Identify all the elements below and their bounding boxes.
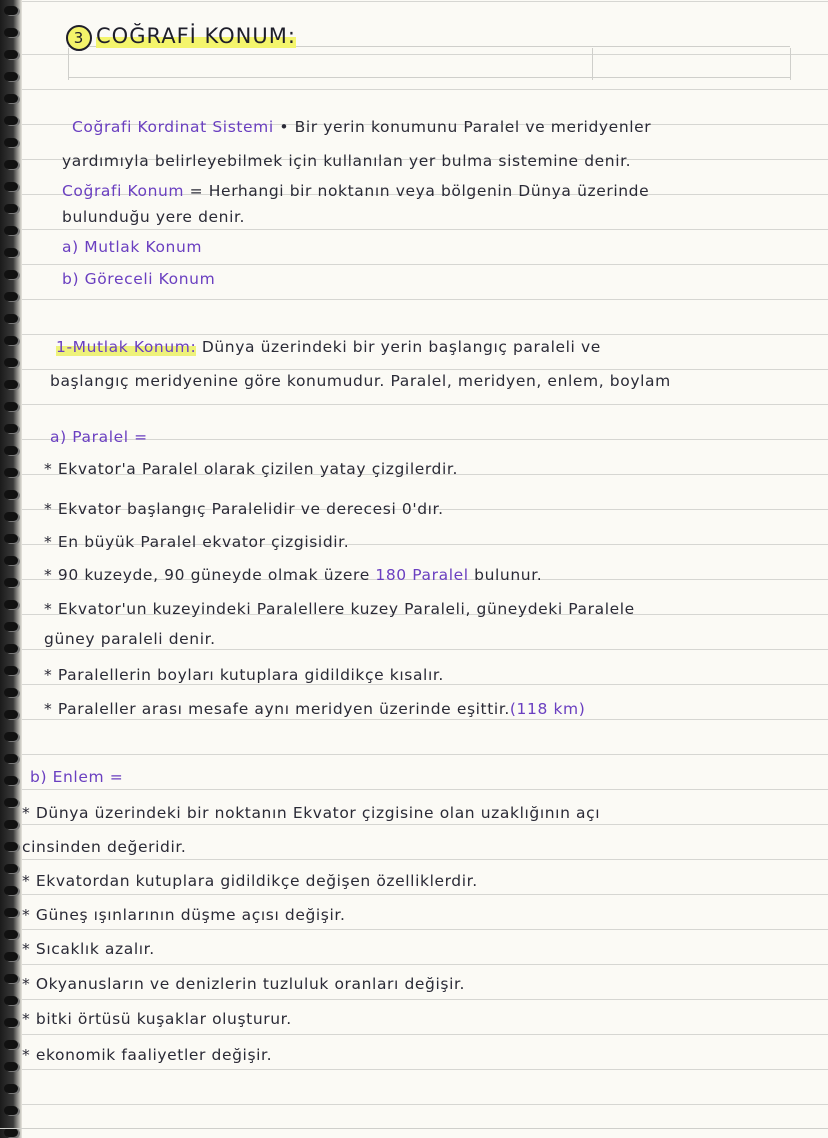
spiral-hole xyxy=(4,182,18,191)
spiral-hole xyxy=(4,226,18,235)
note-line xyxy=(44,500,444,518)
line-text: * Sıcaklık azalır. xyxy=(22,940,155,958)
spiral-hole xyxy=(4,644,18,653)
note-line xyxy=(62,238,202,256)
header-divider xyxy=(592,48,593,80)
line-term: 1-Mutlak Konum: xyxy=(56,338,197,356)
note-line xyxy=(44,566,542,584)
line-term: a) Mutlak Konum xyxy=(62,238,203,256)
page-title xyxy=(66,24,296,51)
spiral-hole xyxy=(4,358,18,367)
note-line xyxy=(44,700,585,718)
spiral-hole xyxy=(4,1018,18,1027)
line-sep: = xyxy=(184,182,209,200)
note-line xyxy=(44,533,349,551)
note-line xyxy=(50,428,148,446)
note-line xyxy=(44,600,635,618)
line-text: güney paraleli denir. xyxy=(44,630,216,648)
margin-rule xyxy=(68,48,69,80)
spiral-hole xyxy=(4,908,18,917)
spiral-hole xyxy=(4,424,18,433)
spiral-hole xyxy=(4,886,18,895)
spiral-hole xyxy=(4,776,18,785)
spiral-hole xyxy=(4,270,18,279)
spiral-hole xyxy=(4,336,18,345)
spiral-hole xyxy=(4,754,18,763)
line-text: Bir yerin konumunu Paralel ve meridyenler xyxy=(294,118,652,136)
note-line xyxy=(22,906,345,924)
line-text: * Ekvatordan kutuplara gidildikçe değişen özelliklerdir. xyxy=(22,872,478,890)
line-accent: 180 Paralel xyxy=(375,566,469,584)
line-text: * Ekvator'un kuzeyindeki Paralellere kuzey Paraleli, güneydeki Paralele xyxy=(44,600,635,618)
note-line xyxy=(62,208,245,226)
spiral-hole xyxy=(4,732,18,741)
note-line xyxy=(22,1010,292,1028)
note-line xyxy=(44,630,216,648)
line-text: * Okyanusların ve denizlerin tuzluluk oranları değişir. xyxy=(22,975,466,993)
note-line xyxy=(62,270,215,288)
line-text: * En büyük Paralel ekvator çizgisidir. xyxy=(44,533,350,551)
spiral-hole xyxy=(4,72,18,81)
line-text: * Güneş ışınlarının düşme açısı değişir. xyxy=(22,906,346,924)
spiral-hole xyxy=(4,138,18,147)
line-text: * 90 kuzeyde, 90 güneyde olmak üzere xyxy=(44,566,376,584)
spiral-hole xyxy=(4,116,18,125)
spiral-hole xyxy=(4,556,18,565)
spiral-hole xyxy=(4,710,18,719)
spiral-hole xyxy=(4,446,18,455)
spiral-hole xyxy=(4,1106,18,1115)
spiral-hole xyxy=(4,490,18,499)
note-line xyxy=(50,372,671,390)
line-sep: • xyxy=(273,118,295,136)
spiral-hole xyxy=(4,622,18,631)
spiral-hole xyxy=(4,820,18,829)
spiral-hole xyxy=(4,314,18,323)
line-text: Dünya üzerindeki bir yerin başlangıç paraleli ve xyxy=(201,338,601,356)
note-line xyxy=(56,338,601,356)
line-text: * bitki örtüsü kuşaklar oluşturur. xyxy=(22,1010,292,1028)
spiral-hole xyxy=(4,28,18,37)
spiral-hole xyxy=(4,468,18,477)
note-line xyxy=(22,838,186,856)
line-term: Coğrafi Kordinat Sistemi xyxy=(72,118,274,136)
spiral-hole xyxy=(4,798,18,807)
spiral-hole xyxy=(4,600,18,609)
line-tail: bulunur. xyxy=(468,566,543,584)
line-text: cinsinden değeridir. xyxy=(22,838,187,856)
line-text: * ekonomik faaliyetler değişir. xyxy=(22,1046,273,1064)
spiral-hole xyxy=(4,578,18,587)
spiral-hole xyxy=(4,204,18,213)
spiral-hole xyxy=(4,512,18,521)
line-term: Coğrafi Konum xyxy=(62,182,185,200)
spiral-hole xyxy=(4,1084,18,1093)
spiral-hole xyxy=(4,996,18,1005)
line-text: yardımıyla belirleyebilmek için kullanılan yer bulma sistemine denir. xyxy=(62,152,632,170)
spiral-hole xyxy=(4,1040,18,1049)
spiral-hole xyxy=(4,930,18,939)
page-bottom-rule xyxy=(0,1128,828,1129)
spiral-hole xyxy=(4,534,18,543)
note-line xyxy=(22,975,465,993)
line-text: Herhangi bir noktanın veya bölgenin Dünya üzerinde xyxy=(208,182,650,200)
section-number: 3 xyxy=(66,25,92,51)
spiral-hole xyxy=(4,160,18,169)
note-line xyxy=(62,152,631,170)
line-text: * Dünya üzerindeki bir noktanın Ekvator çizgisine olan uzaklığının açı xyxy=(22,804,601,822)
line-text: * Paraleller arası mesafe aynı meridyen üzerinde eşittir. xyxy=(44,700,510,718)
line-text: * Paralellerin boyları kutuplara gidildikçe kısalır. xyxy=(44,666,444,684)
line-text: bulunduğu yere denir. xyxy=(62,208,246,226)
line-text: * Ekvator'a Paralel olarak çizilen yatay çizgilerdir. xyxy=(44,460,458,478)
spiral-hole xyxy=(4,50,18,59)
line-text: * Ekvator başlangıç Paralelidir ve derecesi 0'dır. xyxy=(44,500,444,518)
spiral-hole xyxy=(4,974,18,983)
line-term: b) Enlem = xyxy=(30,768,124,786)
line-term: a) Paralel = xyxy=(50,428,148,446)
spiral-hole xyxy=(4,380,18,389)
note-line xyxy=(30,768,123,786)
spiral-hole xyxy=(4,1128,18,1137)
header-rule-end xyxy=(790,48,791,80)
spiral-hole xyxy=(4,842,18,851)
note-line xyxy=(22,872,478,890)
spiral-hole xyxy=(4,248,18,257)
spiral-hole xyxy=(4,864,18,873)
line-accent: (118 km) xyxy=(509,700,586,718)
title-text: COĞRAFİ KONUM: xyxy=(96,24,296,48)
line-term: b) Göreceli Konum xyxy=(62,270,216,288)
note-line xyxy=(22,940,155,958)
line-text: başlangıç meridyenine göre konumudur. Paralel, meridyen, enlem, boylam xyxy=(50,372,671,390)
spiral-hole xyxy=(4,1062,18,1071)
note-line xyxy=(22,1046,272,1064)
note-line xyxy=(72,118,651,136)
spiral-hole xyxy=(4,292,18,301)
note-line xyxy=(62,182,649,200)
spiral-hole xyxy=(4,402,18,411)
spiral-hole xyxy=(4,666,18,675)
note-line xyxy=(22,804,600,822)
note-line xyxy=(44,460,458,478)
spiral-hole xyxy=(4,94,18,103)
spiral-hole xyxy=(4,952,18,961)
spiral-hole xyxy=(4,6,18,15)
note-line xyxy=(44,666,444,684)
spiral-hole xyxy=(4,688,18,697)
spiral-binding xyxy=(0,0,22,1138)
